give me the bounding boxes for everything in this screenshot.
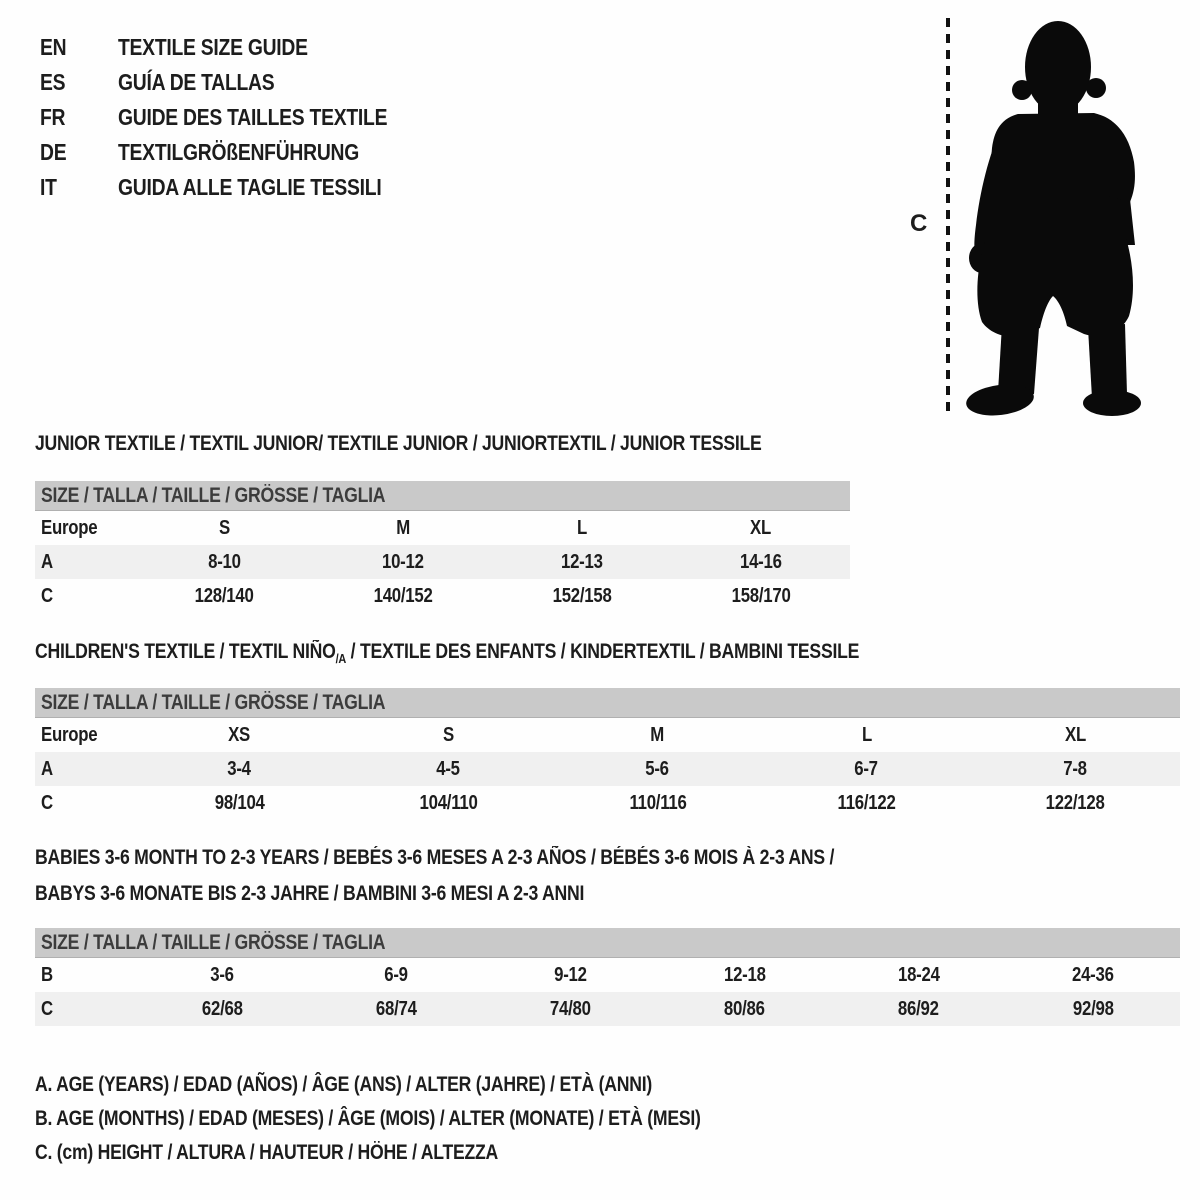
guide-title-es: GUÍA DE TALLAS: [118, 69, 275, 95]
months-value: 3-6: [210, 963, 234, 986]
nino-a-subscript: /A: [335, 651, 347, 667]
height-value: 92/98: [1072, 997, 1114, 1020]
height-value: 140/152: [373, 584, 433, 607]
age-value: 3-4: [227, 757, 252, 780]
language-code: ES: [40, 69, 66, 95]
height-value: 74/80: [550, 997, 591, 1020]
children-size-table: [35, 688, 1180, 820]
children-height-row: [35, 786, 1180, 820]
size-m: M: [650, 723, 665, 746]
height-value: 128/140: [194, 584, 254, 607]
age-value: 4-5: [436, 757, 461, 780]
children-table-title: CHILDREN'S TEXTILE / TEXTIL $NIÑO_{/A}$ / TEXTILE DES ENFANTS / KINDERTEXTIL / BAMBINI TESSILE: [35, 640, 860, 667]
language-title-block: [40, 30, 439, 205]
height-value: 80/86: [724, 997, 765, 1020]
months-value: 18-24: [897, 963, 940, 986]
row-label-c: C: [41, 791, 53, 814]
height-value: 68/74: [375, 997, 417, 1020]
row-label-a: A: [41, 550, 53, 573]
babies-months-row: [35, 958, 1180, 992]
language-row-de: [40, 135, 439, 170]
legend-age-months: B. AGE (MONTHS) / EDAD (MESES) / ÂGE (MOIS) / ALTER (MONATE) / ETÀ (MESI): [35, 1107, 701, 1130]
size-header-bar: [35, 481, 850, 511]
guide-title-de: TEXTILGRÖßENFÜHRUNG: [118, 139, 360, 165]
language-code: IT: [40, 174, 57, 200]
size-s: S: [218, 516, 230, 539]
language-row-it: [40, 170, 439, 205]
language-code: DE: [40, 139, 67, 165]
babies-table-title-line2: BABYS 3-6 MONATE BIS 2-3 JAHRE / BAMBINI 3-6 MESI A 2-3 ANNI: [35, 882, 585, 905]
row-label-c: C: [41, 584, 53, 607]
babies-height-row: [35, 992, 1180, 1026]
junior-table-title: JUNIOR TEXTILE / TEXTIL JUNIOR/ TEXTILE JUNIOR / JUNIORTEXTIL / JUNIOR TESSILE: [35, 432, 762, 455]
age-value: 14-16: [739, 550, 782, 573]
height-value: 116/122: [837, 791, 896, 814]
months-value: 6-9: [384, 963, 409, 986]
age-value: 10-12: [382, 550, 424, 573]
language-code: EN: [40, 34, 67, 60]
row-label-a: A: [41, 757, 53, 780]
height-value: 110/116: [628, 791, 687, 814]
size-header-label: SIZE / TALLA / TAILLE / GRÖSSE / TAGLIA: [41, 483, 386, 507]
babies-table-title-line1: BABIES 3-6 MONTH TO 2-3 YEARS / BEBÉS 3-6 MESES A 2-3 AÑOS / BÉBÉS 3-6 MOIS À 2-3 ANS /: [35, 846, 835, 869]
age-value: 7-8: [1063, 757, 1088, 780]
size-m: M: [396, 516, 411, 539]
size-header-label: SIZE / TALLA / TAILLE / GRÖSSE / TAGLIA: [41, 690, 386, 714]
guide-title-it: GUIDA ALLE TAGLIE TESSILI: [118, 174, 382, 200]
size-header-bar: [35, 688, 1180, 718]
size-l: L: [861, 723, 872, 746]
size-xs: XS: [228, 723, 251, 746]
language-row-es: [40, 65, 439, 100]
junior-sizes-row: [35, 511, 850, 545]
region-label: Europe: [41, 516, 98, 539]
measure-legend: [35, 1068, 827, 1170]
height-value: 86/92: [898, 997, 940, 1020]
region-label: Europe: [41, 723, 98, 746]
language-row-en: [40, 30, 439, 65]
age-value: 12-13: [561, 550, 603, 573]
legend-height-cm: C. (cm) HEIGHT / ALTURA / HAUTEUR / HÖHE / ALTEZZA: [35, 1141, 499, 1164]
children-age-row: [35, 752, 1180, 786]
months-value: 9-12: [554, 963, 587, 986]
size-xl: XL: [1065, 723, 1086, 746]
toddler-silhouette-icon: [900, 10, 1160, 420]
height-value: 98/104: [214, 791, 265, 814]
size-s: S: [443, 723, 454, 746]
language-row-fr: [40, 100, 439, 135]
height-value: 152/158: [552, 584, 612, 607]
children-sizes-row: [35, 718, 1180, 752]
age-value: 6-7: [854, 757, 879, 780]
guide-title-fr: GUIDE DES TAILLES TEXTILE: [118, 104, 388, 130]
size-header-bar: [35, 928, 1180, 958]
guide-title-en: TEXTILE SIZE GUIDE: [118, 34, 308, 60]
junior-age-row: [35, 545, 850, 579]
height-measure-label: C: [910, 210, 928, 237]
size-l: L: [576, 516, 587, 539]
language-code: FR: [40, 104, 66, 130]
height-value: 104/110: [419, 791, 478, 814]
size-xl: XL: [750, 516, 772, 539]
size-header-label: SIZE / TALLA / TAILLE / GRÖSSE / TAGLIA: [41, 930, 386, 954]
row-label-b: B: [41, 963, 53, 986]
age-value: 8-10: [208, 550, 241, 573]
months-value: 12-18: [723, 963, 766, 986]
months-value: 24-36: [1072, 963, 1114, 986]
junior-height-row: [35, 579, 850, 613]
legend-age-years: A. AGE (YEARS) / EDAD (AÑOS) / ÂGE (ANS) / ALTER (JAHRE) / ETÀ (ANNI): [35, 1073, 653, 1096]
junior-size-table: [35, 481, 850, 613]
age-value: 5-6: [645, 757, 670, 780]
height-value: 122/128: [1046, 791, 1105, 814]
height-value: 158/170: [731, 584, 791, 607]
height-value: 62/68: [201, 997, 243, 1020]
babies-size-table: [35, 928, 1180, 1026]
row-label-c: C: [41, 997, 53, 1020]
